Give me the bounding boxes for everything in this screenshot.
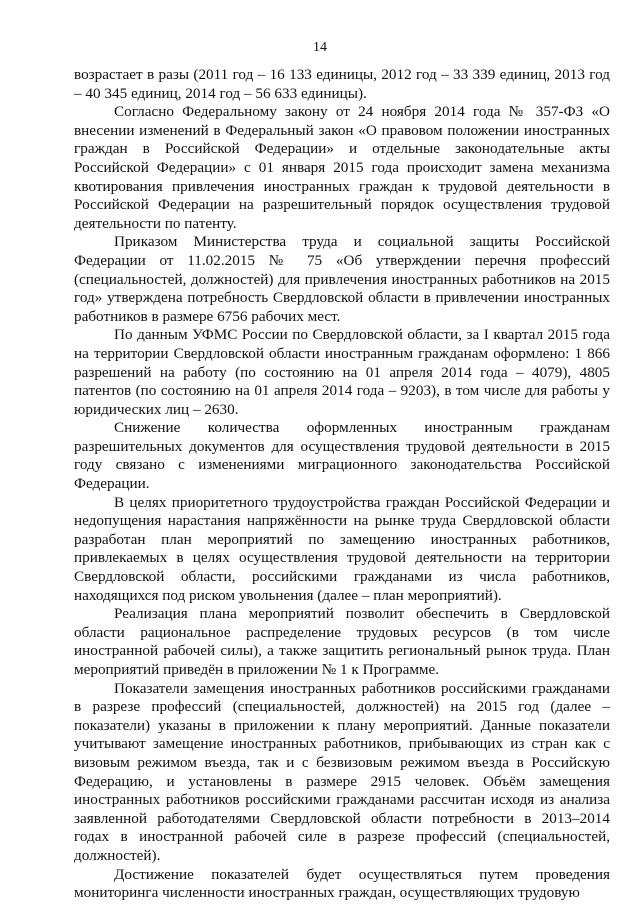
- document-body: [74, 66, 610, 903]
- paragraph: Достижение показателей будет осуществляться путем проведения мониторинга численности иностранных граждан, осуществляющих трудовую: [74, 865, 610, 902]
- paragraph: Приказом Министерства труда и социальной защиты Российской Федерации от 11.02.2015 № 75 «Об утверждении перечня профессий (специальностей, должностей) для привлечения иностранных работников на 2015 год» утверждена потребность Свердловской области в привлечении иностранных работников в размере 6756 рабочих мест.: [74, 233, 610, 325]
- page-number: 14: [313, 40, 327, 55]
- paragraph: Показатели замещения иностранных работников российскими гражданами в разрезе профессий (специальностей, должностей) на 2015 год (далее – показатели) указаны в приложении к плану мероприятий. Данные показатели учитывают замещение иностранных работников, прибывающих из стран как с визовым режимом въезда, так и с безвизовым режимом въезда в Российскую Федерацию, и установлены в размере 2915 человек. Объём замещения иностранных работников российскими гражданами рассчитан исходя из анализа заявленной работодателями Свердловской области потребности в 2013–2014 годах в иностранной рабочей силе в разрезе профессий (специальностей, должностей).: [74, 679, 610, 864]
- paragraph: возрастает в разы (2011 год – 16 133 единицы, 2012 год – 33 339 единиц, 2013 год – 40 345 единиц, 2014 год – 56 633 единицы).: [74, 66, 610, 102]
- paragraph: По данным УФМС России по Свердловской области, за I квартал 2015 года на территории Свердловской области иностранным гражданам оформлено: 1 866 разрешений на работу (по состоянию на 01 апреля 2014 года – 4079), 4805 патентов (по состоянию на 01 апреля 2014 года – 9203), в том числе для работы у юридических лиц – 2630.: [74, 326, 610, 418]
- paragraph: Снижение количества оформленных иностранным гражданам разрешительных документов для осуществления трудовой деятельности в 2015 году связано с изменениями миграционного законодательства Российской Федерации.: [74, 419, 610, 493]
- paragraph: Реализация плана мероприятий позволит обеспечить в Свердловской области рациональное распределение трудовых ресурсов (в том числе иностранной рабочей силы), а также защитить региональный рынок труда. План мероприятий приведён в приложении № 1 к Программе.: [74, 605, 610, 678]
- paragraph: В целях приоритетного трудоустройства граждан Российской Федерации и недопущения нарастания напряжённости на рынке труда Свердловской области разработан план мероприятий по замещению иностранных работников, привлекаемых в целях осуществления трудовой деятельности на территории Свердловской области, российскими гражданами из числа работников, находящихся под риском увольнения (далее – план мероприятий).: [74, 493, 610, 604]
- paragraph: Согласно Федеральному закону от 24 ноября 2014 года № 357-ФЗ «О внесении изменений в Федеральный закон «О правовом положении иностранных граждан в Российской Федерации» и отдельные законодательные акты Российской Федерации» с 01 января 2015 года происходит замена механизма квотирования привлечения иностранных граждан к трудовой деятельности в Российской Федерации на разрешительный порядок осуществления трудовой деятельности по патенту.: [74, 103, 610, 232]
